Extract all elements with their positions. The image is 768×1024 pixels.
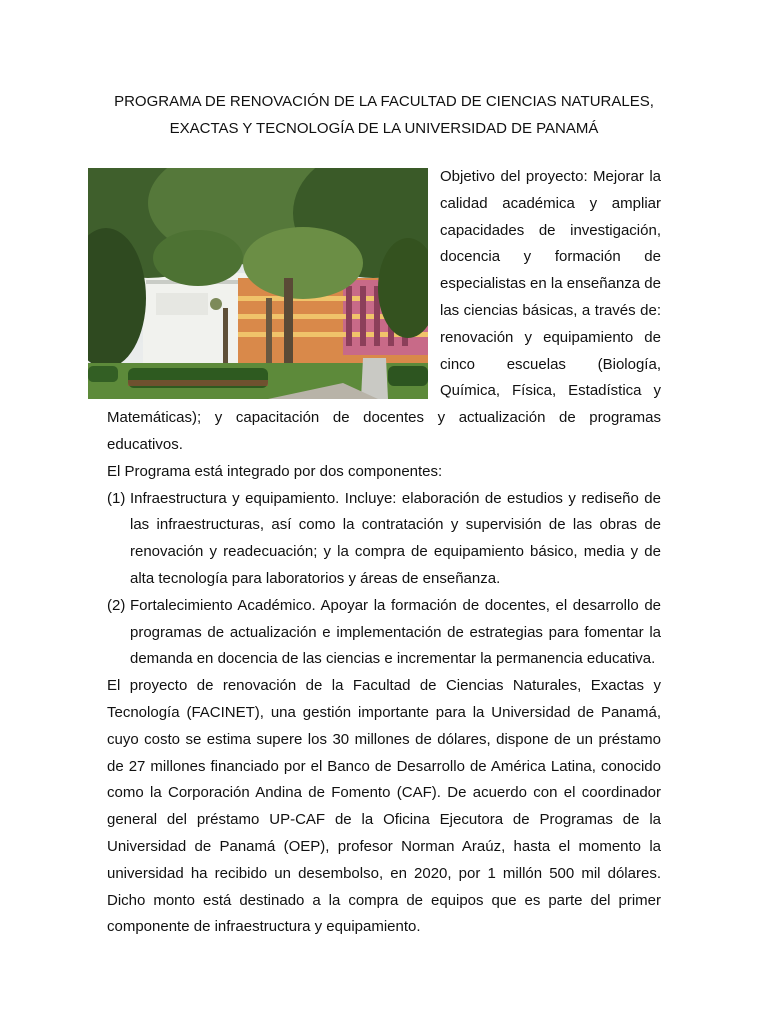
title-line-2: EXACTAS Y TECNOLOGÍA DE LA UNIVERSIDAD DE PANAMÁ — [169, 120, 599, 137]
components-list — [107, 486, 661, 674]
title-line-1: PROGRAMA DE RENOVACIÓN DE LA FACULTAD DE CIENCIAS NATURALES, — [114, 93, 654, 110]
document-page — [107, 88, 661, 941]
list-item-number: (1) — [107, 489, 126, 507]
list-item-text: Fortalecimiento Académico. Apoyar la formación de docentes, el desarrollo de programas de actualización e implementación de estrategias para fomentar la demanda en docencia de las ciencias e incrementar la permanencia educativa. — [130, 596, 661, 668]
components-intro: El Programa está integrado por dos componentes: — [107, 462, 443, 480]
list-item — [107, 486, 661, 593]
document-title — [107, 88, 661, 142]
faculty-building-photo — [88, 168, 428, 399]
list-item — [107, 593, 661, 673]
list-item-number: (2) — [107, 596, 126, 614]
list-item-text: Infraestructura y equipamiento. Incluye: elaboración de estudios y rediseño de las infraestructuras, así como la contratación y supervisión de las obras de renovación y readecuación; y la compra de equipamiento básico, media y de alta tecnología para laboratorios y áreas de enseñanza. — [130, 489, 661, 587]
objective-paragraph: Objetivo del proyecto: Mejorar la calidad académica y ampliar capacidades de investigación, docencia y formación de especialistas en la enseñanza de las ciencias básicas, a través de: renovación y equipamiento de cinco escuelas (Biología, Química, Física, Estadística y Matemáticas); y capacitación de docentes y actualización de programas educativos. — [107, 168, 661, 453]
closing-paragraph: El proyecto de renovación de la Facultad de Ciencias Naturales, Exactas y Tecnología (FACINET), una gestión importante para la Universidad de Panamá, cuyo costo se estima supere los 30 millones de dólares, dispone de un préstamo de 27 millones financiado por el Banco de Desarrollo de América Latina, conocido como la Corporación Andina de Fomento (CAF). De acuerdo con el coordinador general del préstamo UP-CAF de la Oficina Ejecutora de Programas de la Universidad de Panamá (OEP), profesor Norman Araúz, hasta el momento la universidad ha recibido un desembolso, en 2020, por 1 millón 500 mil dólares. Dicho monto está destinado a la compra de equipos que es parte del primer componente de infraestructura y equipamiento. — [107, 677, 661, 936]
